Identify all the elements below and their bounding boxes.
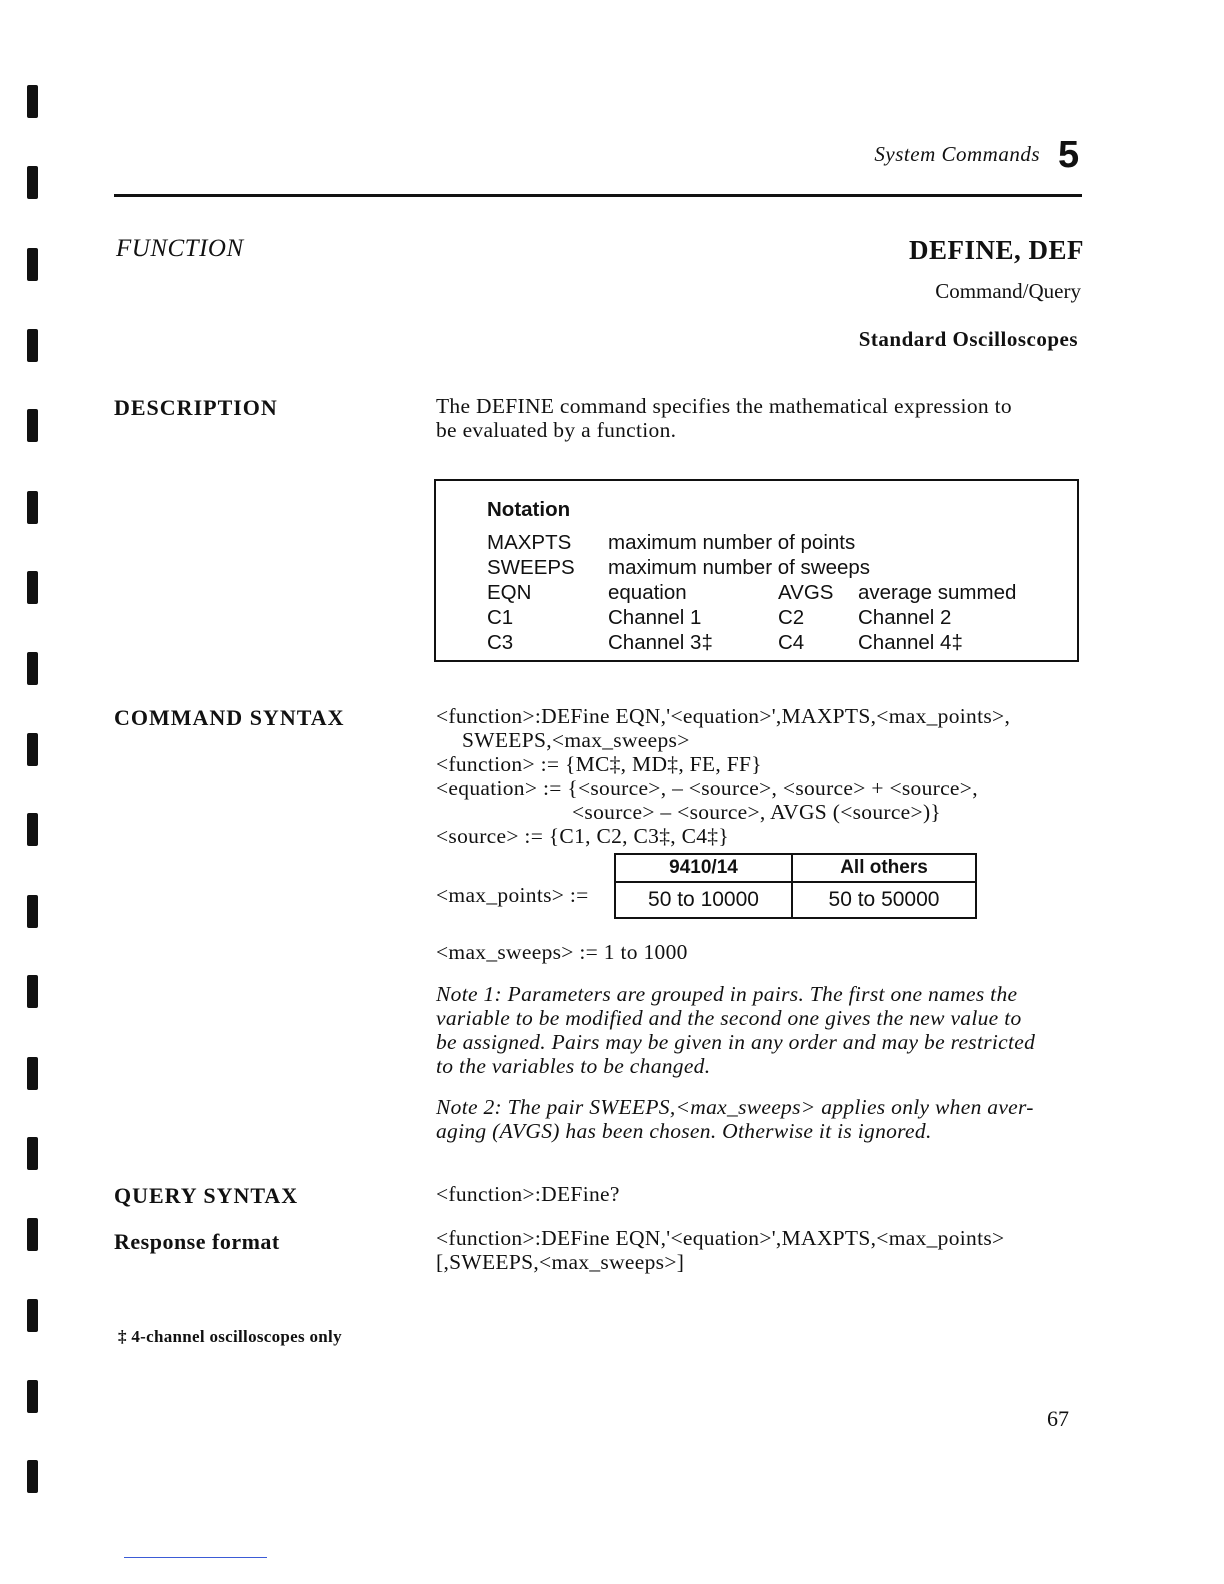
applies-to: Standard Oscilloscopes bbox=[858, 327, 1078, 351]
footer-underline bbox=[124, 1557, 267, 1558]
notation-meaning: Channel 1 bbox=[608, 606, 702, 629]
binding-mark bbox=[27, 813, 38, 846]
response-format-line: [,SWEEPS,<max_sweeps>] bbox=[436, 1250, 685, 1274]
table-header-cell: 9410/14 bbox=[615, 854, 792, 882]
binding-mark bbox=[27, 1299, 38, 1332]
command-syntax-line: <equation> := {<source>, – <source>, <source> + <source>, bbox=[436, 776, 978, 800]
max-points-table bbox=[614, 853, 977, 919]
notation-abbr: C3 bbox=[487, 631, 514, 654]
binding-mark bbox=[27, 85, 38, 118]
binding-mark bbox=[27, 975, 38, 1008]
notation-abbr: C2 bbox=[778, 606, 805, 629]
table-row bbox=[615, 882, 976, 918]
page-number: 67 bbox=[1047, 1406, 1069, 1431]
table-row bbox=[615, 854, 976, 882]
note-1 bbox=[436, 982, 1035, 1078]
query-syntax-text: <function>:DEFine? bbox=[436, 1182, 620, 1206]
description-label: DESCRIPTION bbox=[114, 395, 278, 420]
binding-mark bbox=[27, 166, 38, 199]
command-syntax-line: <source> := {C1, C2, C3‡, C4‡} bbox=[436, 824, 729, 848]
running-header-title: System Commands bbox=[874, 142, 1040, 166]
note-line: Note 1: Parameters are grouped in pairs. The first one names the bbox=[436, 982, 1018, 1006]
response-format-text bbox=[436, 1226, 1004, 1274]
description-text bbox=[436, 394, 1012, 442]
notation-abbr: C1 bbox=[487, 606, 514, 629]
notation-meaning: equation bbox=[608, 581, 687, 604]
description-line: be evaluated by a function. bbox=[436, 418, 677, 442]
note-line: to the variables to be changed. bbox=[436, 1054, 711, 1078]
binding-mark bbox=[27, 733, 38, 766]
query-syntax-label: QUERY SYNTAX bbox=[114, 1183, 299, 1208]
notation-heading: Notation bbox=[487, 498, 571, 521]
command-syntax-line: <function>:DEFine EQN,'<equation>',MAXPTS,<max_points>, bbox=[436, 704, 1011, 728]
binding-mark bbox=[27, 1057, 38, 1090]
note-line: variable to be modified and the second one gives the new value to bbox=[436, 1006, 1022, 1030]
notation-abbr: EQN bbox=[487, 581, 532, 604]
notation-meaning: maximum number of points bbox=[608, 531, 856, 554]
description-line: The DEFINE command specifies the mathematical expression to bbox=[436, 394, 1012, 418]
max-sweeps-line: <max_sweeps> := 1 to 1000 bbox=[436, 940, 688, 964]
table-cell: 50 to 50000 bbox=[792, 882, 976, 918]
binding-mark bbox=[27, 248, 38, 281]
note-line: be assigned. Pairs may be given in any order and may be restricted bbox=[436, 1030, 1036, 1054]
notation-meaning: maximum number of sweeps bbox=[608, 556, 871, 579]
notation-meaning: average summed bbox=[858, 581, 1017, 604]
command-name: DEFINE, DEF bbox=[908, 235, 1084, 265]
binding-mark bbox=[27, 1137, 38, 1170]
notation-abbr: MAXPTS bbox=[487, 531, 572, 554]
chapter-number: 5 bbox=[1058, 134, 1080, 176]
command-syntax-line: <function> := {MC‡, MD‡, FE, FF} bbox=[436, 752, 762, 776]
binding-mark bbox=[27, 491, 38, 524]
footnote: ‡ 4-channel oscilloscopes only bbox=[118, 1327, 342, 1346]
table-cell: 50 to 10000 bbox=[615, 882, 792, 918]
note-line: Note 2: The pair SWEEPS,<max_sweeps> applies only when aver- bbox=[436, 1095, 1034, 1119]
binding-mark bbox=[27, 571, 38, 604]
binding-mark bbox=[27, 895, 38, 928]
notation-meaning: Channel 3‡ bbox=[608, 631, 713, 654]
notation-meaning: Channel 2 bbox=[858, 606, 952, 629]
command-syntax-line: <source> – <source>, AVGS (<source>)} bbox=[572, 800, 942, 824]
note-2 bbox=[436, 1095, 1034, 1143]
notation-abbr: SWEEPS bbox=[487, 556, 575, 579]
binding-mark bbox=[27, 1460, 38, 1493]
binding-mark bbox=[27, 409, 38, 442]
binding-mark bbox=[27, 329, 38, 362]
table-header-cell: All others bbox=[792, 854, 976, 882]
response-format-line: <function>:DEFine EQN,'<equation>',MAXPTS,<max_points> bbox=[436, 1226, 1005, 1250]
command-syntax-line: SWEEPS,<max_sweeps> bbox=[462, 728, 690, 752]
notation-abbr: C4 bbox=[778, 631, 805, 654]
response-format-label: Response format bbox=[114, 1229, 280, 1254]
notation-abbr: AVGS bbox=[778, 581, 834, 604]
command-syntax-label: COMMAND SYNTAX bbox=[114, 705, 345, 730]
header-rule bbox=[114, 194, 1082, 197]
notation-box bbox=[434, 479, 1079, 662]
command-group: FUNCTION bbox=[116, 235, 244, 262]
binding-mark bbox=[27, 652, 38, 685]
note-line: aging (AVGS) has been chosen. Otherwise it is ignored. bbox=[436, 1119, 932, 1143]
notation-meaning: Channel 4‡ bbox=[858, 631, 963, 654]
command-kind: Command/Query bbox=[935, 279, 1081, 303]
binding-mark bbox=[27, 1218, 38, 1251]
binding-mark bbox=[27, 1380, 38, 1413]
max-points-label: <max_points> := bbox=[436, 883, 589, 907]
